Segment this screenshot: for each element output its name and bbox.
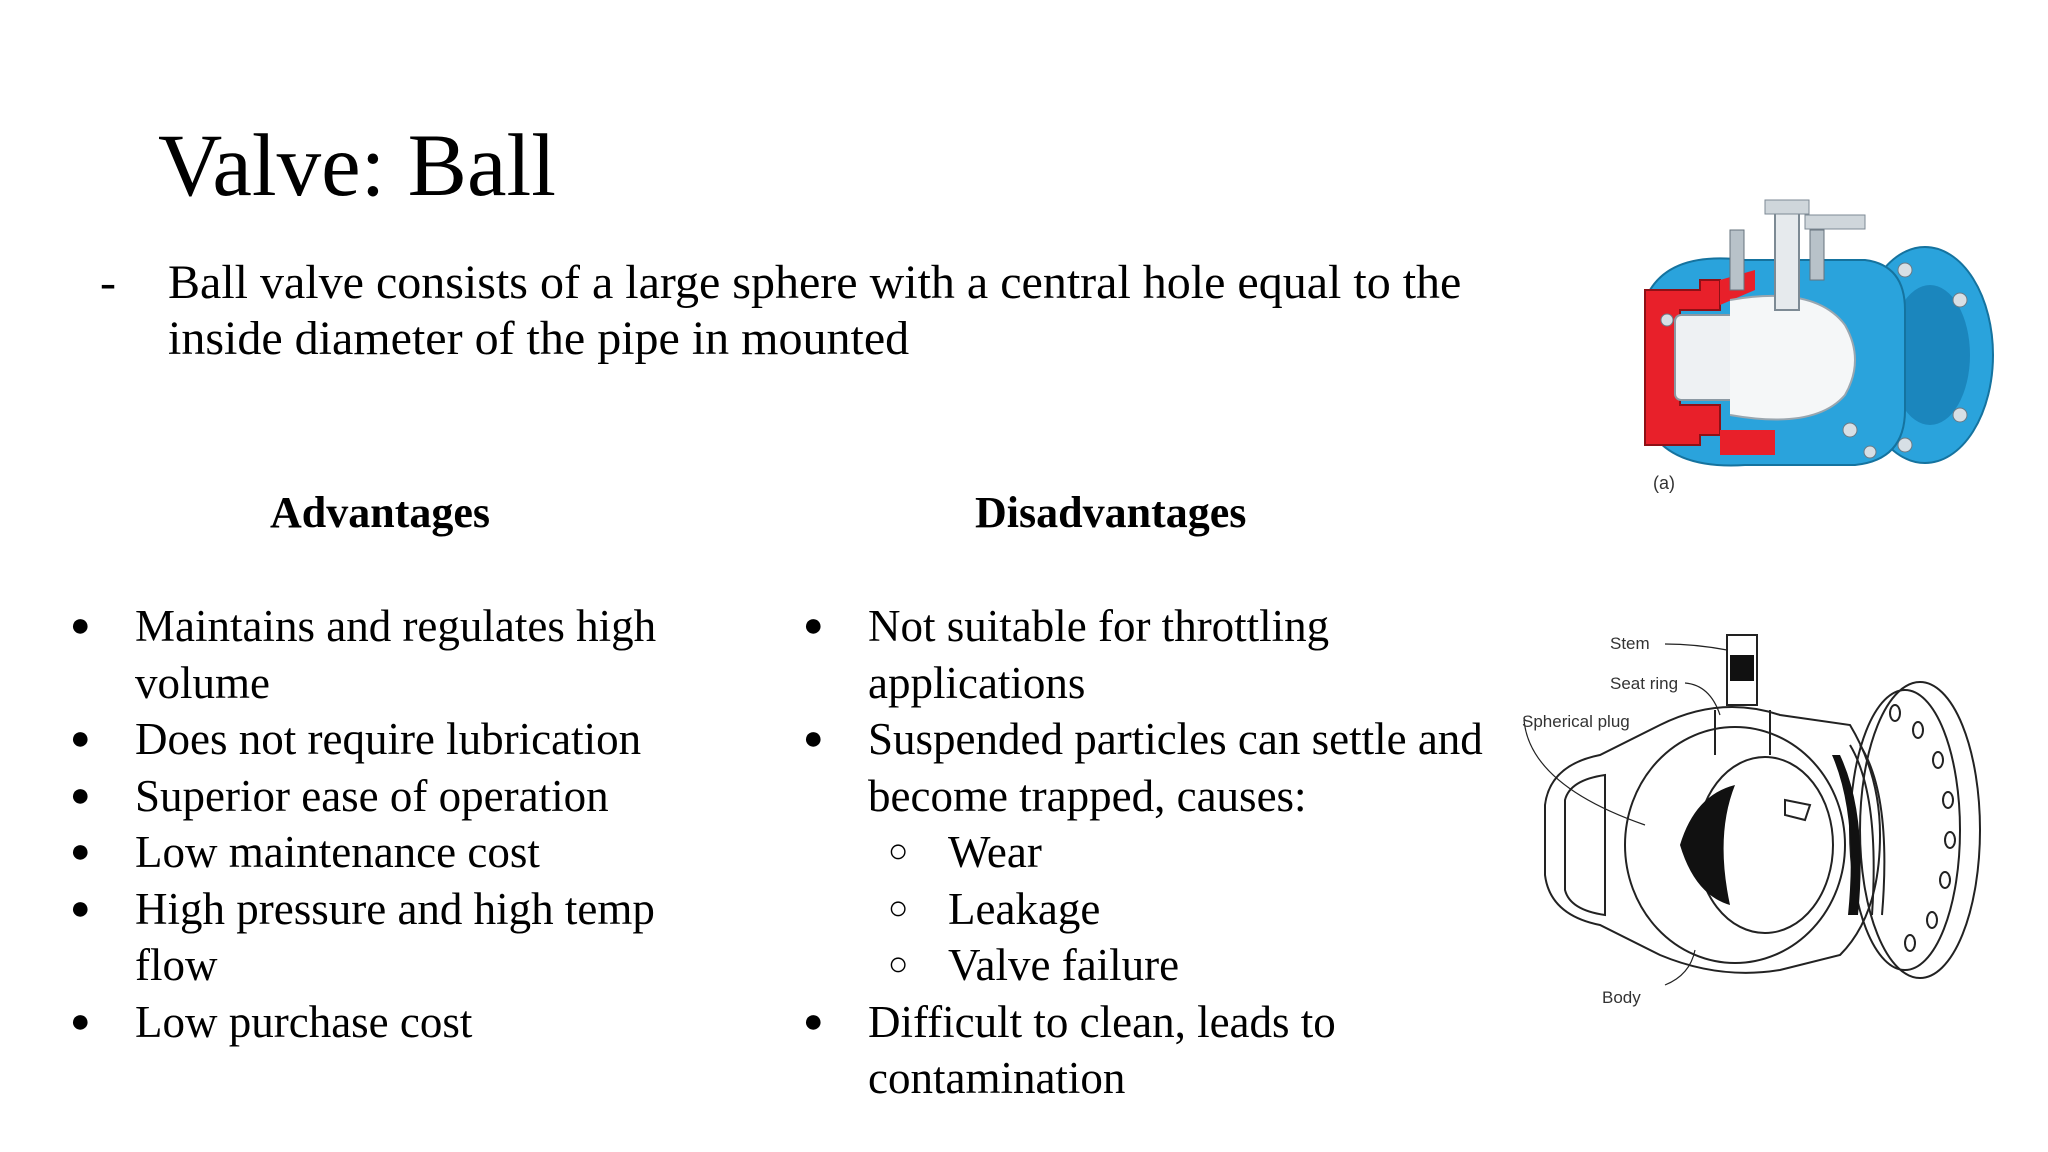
sub-list-item xyxy=(868,824,1503,881)
list-item xyxy=(70,994,730,1051)
intro-dash: - xyxy=(100,256,116,309)
stem-label: Stem xyxy=(1610,634,1650,653)
intro-text: Ball valve consists of a large sphere with a central hole equal to the inside diameter of the pipe in mounted xyxy=(168,256,1462,365)
hollow-bullet-icon: ○ xyxy=(888,889,909,927)
sub-item-text: Valve failure xyxy=(948,940,1180,990)
list-item xyxy=(803,711,1503,994)
bullet-icon: ● xyxy=(70,889,91,927)
list-item xyxy=(70,711,730,768)
seat-ring-label: Seat ring xyxy=(1610,674,1679,693)
bullet-icon: ● xyxy=(70,833,91,870)
advantage-text: Low maintenance cost xyxy=(135,827,540,877)
advantage-text: Low purchase cost xyxy=(135,996,473,1047)
list-item xyxy=(70,768,730,825)
sub-item-text: Leakage xyxy=(948,883,1101,934)
slide-title: Valve: Ball xyxy=(158,117,556,215)
disadvantage-text: Not suitable for throttling applications xyxy=(868,601,1330,708)
sub-list-item xyxy=(868,937,1503,994)
sub-item-text: Wear xyxy=(948,827,1042,877)
disadvantages-heading: Disadvantages xyxy=(975,488,1247,537)
disadvantage-text: Difficult to clean, leads to contamination xyxy=(868,996,1336,1103)
list-item xyxy=(803,994,1503,1107)
bullet-icon: ● xyxy=(70,1002,91,1040)
body-label: Body xyxy=(1602,988,1641,1007)
advantage-text: High pressure and high temp flow xyxy=(135,883,655,990)
bullet-icon: ● xyxy=(70,776,91,814)
bullet-icon: ● xyxy=(70,720,91,757)
list-item xyxy=(803,598,1503,711)
bullet-icon: ● xyxy=(803,607,824,644)
ball-valve-cutaway-image xyxy=(1605,190,2005,500)
sub-list-item xyxy=(868,881,1503,938)
disadvantages-list xyxy=(803,598,1503,1107)
advantage-text: Does not require lubrication xyxy=(135,714,642,764)
advantage-text: Maintains and regulates high volume xyxy=(135,601,657,708)
hollow-bullet-icon: ○ xyxy=(888,833,909,870)
list-item xyxy=(70,824,730,881)
advantage-text: Superior ease of operation xyxy=(135,770,609,821)
bullet-icon: ● xyxy=(70,607,91,644)
advantages-list xyxy=(70,598,730,1050)
sub-list xyxy=(868,824,1503,994)
spherical-plug-label: Spherical plug xyxy=(1522,712,1630,731)
list-item xyxy=(70,598,730,711)
hollow-bullet-icon: ○ xyxy=(888,946,909,983)
figure-a-caption: (a) xyxy=(1653,473,1675,493)
intro-paragraph xyxy=(100,255,1500,367)
ball-valve-diagram xyxy=(1520,615,1990,1015)
advantages-heading: Advantages xyxy=(270,488,491,537)
bullet-icon: ● xyxy=(803,1002,824,1040)
disadvantage-text: Suspended particles can settle and become trapped, causes: xyxy=(868,714,1483,821)
list-item xyxy=(70,881,730,994)
bullet-icon: ● xyxy=(803,720,824,757)
